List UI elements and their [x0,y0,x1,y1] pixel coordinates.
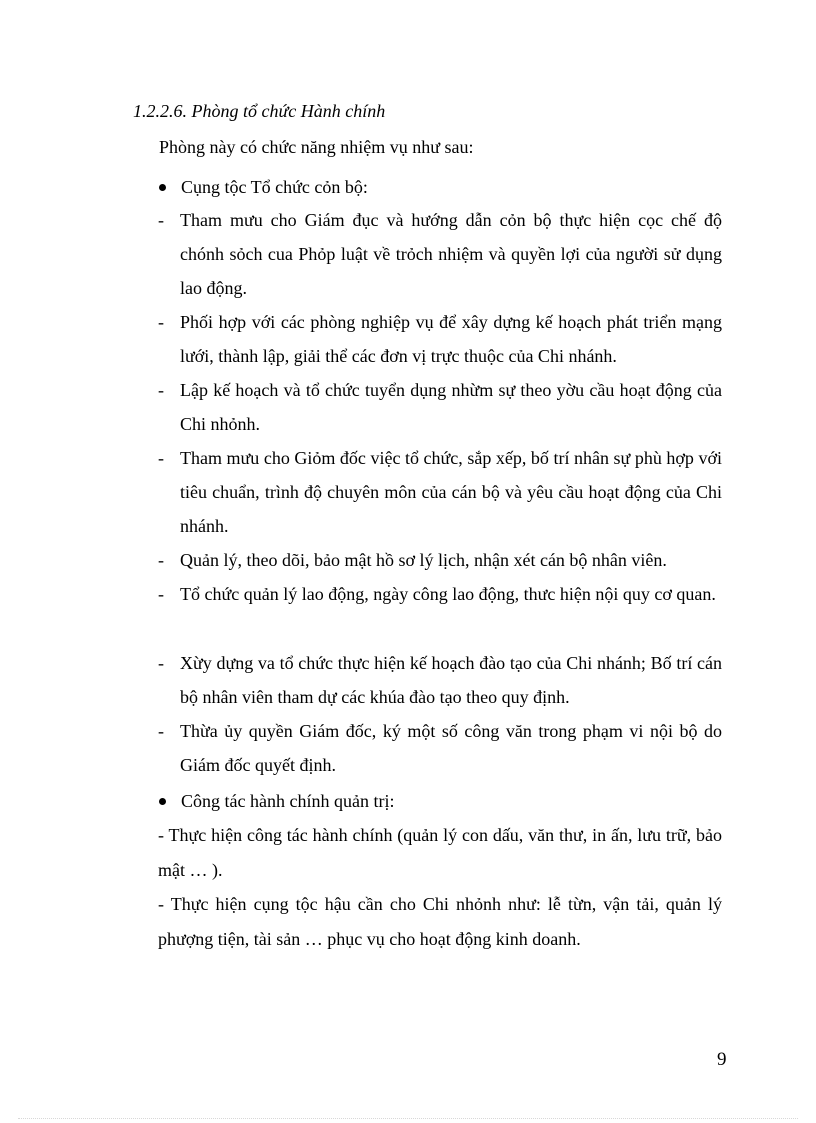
list-item-text: Xừy dựng va tổ chức thực hiện kế hoạch đào tạo của Chi nhánh; Bố trí cán bộ nhân viên tham dự các khúa đào tạo theo quy định. [180,653,722,707]
bullet-label: Công tác hành chính quản trị: [181,791,395,811]
dash-marker: - [158,210,164,230]
dash-marker: - [158,550,164,570]
intro-paragraph: Phòng này có chức năng nhiệm vụ như sau: [159,137,474,157]
dash-marker: - [158,721,164,741]
dash-marker: - [158,653,164,673]
bullet-label: Cụng tộc Tổ chức cỏn bộ: [181,177,368,197]
dash-marker: - [158,312,164,332]
bullet-dot-icon [159,184,166,191]
dash-marker: - [158,448,164,468]
page-bottom-divider [18,1118,798,1119]
section-heading: 1.2.2.6. Phòng tổ chức Hành chính [133,101,386,121]
list-item-text: Thừa ủy quyền Giám đốc, ký một số công văn trong phạm vi nội bộ do Giám đốc quyết định. [180,721,722,775]
bullet-dot-icon [159,798,166,805]
list-item-text: Tham mưu cho Giỏm đốc việc tổ chức, sắp xếp, bố trí nhân sự phù hợp với tiêu chuẩn, trình độ chuyên môn của cán bộ và yêu cầu hoạt động của Chi nhánh. [180,448,722,536]
page-number: 9 [717,1049,727,1070]
dash-marker: - [158,584,164,604]
list-item-text: Tổ chức quản lý lao động, ngày công lao động, thưc hiện nội quy cơ quan. [180,584,716,604]
list-item-text: Quản lý, theo dõi, bảo mật hồ sơ lý lịch, nhận xét cán bộ nhân viên. [180,550,667,570]
list-item-text: Tham mưu cho Giám đục và hướng dẫn cỏn bộ thực hiện cọc chế độ chónh sỏch cua Phỏp luật về trỏch nhiệm và quyền lợi của người sử dụng lao động. [180,210,722,298]
dash-marker: - [158,380,164,400]
list-item-text: Lập kế hoạch và tổ chức tuyển dụng nhừm sự theo yờu cầu hoạt động của Chi nhỏnh. [180,380,722,434]
list-item-text: Phối hợp với các phòng nghiệp vụ để xây dựng kế hoạch phát triển mạng lưới, thành lập, giải thể các đơn vị trực thuộc của Chi nhánh. [180,312,722,366]
admin-paragraph-2: - Thực hiện cụng tộc hậu cần cho Chi nhỏnh như: lễ từn, vận tải, quản lý phượng tiện, tài sản … phục vụ cho hoạt động kinh doanh. [158,894,722,949]
admin-paragraph-1: - Thực hiện công tác hành chính (quản lý con dấu, văn thư, in ấn, lưu trữ, bảo mật … ). [158,825,722,880]
